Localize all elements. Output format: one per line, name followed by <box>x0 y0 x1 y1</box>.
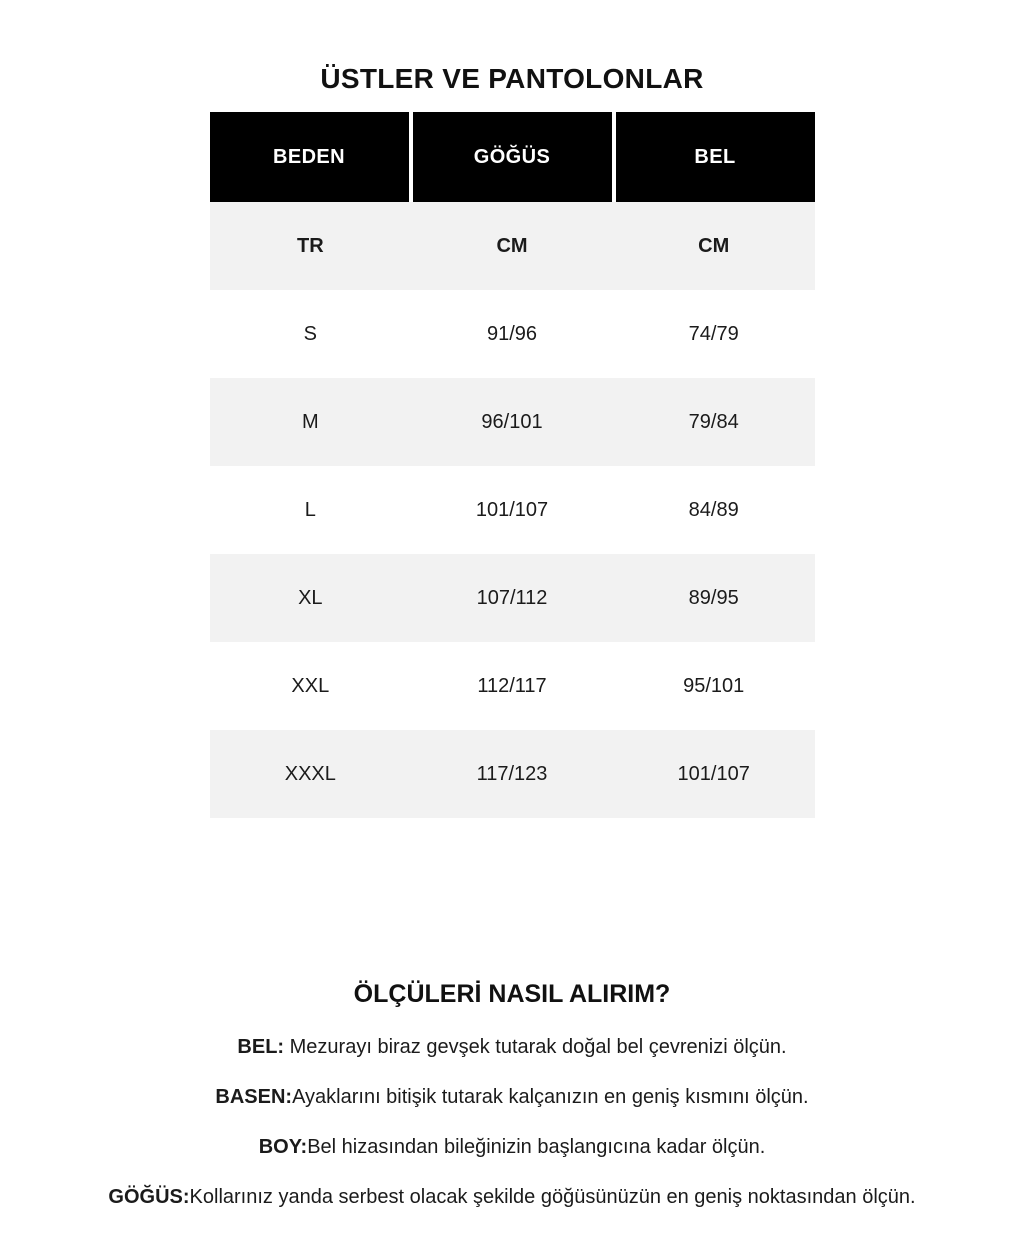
size-table-header-row <box>210 112 815 202</box>
measure-item-basen <box>0 1085 1024 1109</box>
measure-item-label: BOY: <box>258 1136 308 1158</box>
size-cell: XL <box>298 586 323 609</box>
table-row-xl <box>210 554 815 642</box>
table-row-xxl <box>210 642 815 730</box>
waist-cell: 74/79 <box>688 322 739 345</box>
unit-cell-cm-waist: CM <box>698 234 730 257</box>
measure-item-bel <box>0 1035 1024 1059</box>
size-cell: S <box>303 322 317 345</box>
chest-cell: 101/107 <box>475 498 549 521</box>
waist-cell: 95/101 <box>683 674 745 697</box>
unit-cell-tr: TR <box>297 234 324 257</box>
unit-cell-cm-chest: CM <box>496 234 528 257</box>
measure-item-label: BASEN: <box>215 1086 293 1108</box>
measure-item-gogus <box>0 1185 1024 1209</box>
table-row-units <box>210 202 815 290</box>
waist-cell: 84/89 <box>688 498 739 521</box>
size-cell: M <box>302 410 319 433</box>
size-cell: L <box>304 498 316 521</box>
size-cell: XXL <box>291 674 330 697</box>
chest-cell: 91/96 <box>486 322 538 345</box>
measure-guide-title: ÖLÇÜLERİ NASIL ALIRIM? <box>353 980 671 1008</box>
size-table-body <box>210 202 815 818</box>
table-row-l <box>210 466 815 554</box>
measure-item-text: Kollarınız yanda serbest olacak şekilde göğüsünüzün en geniş noktasından ölçün. <box>189 1186 916 1208</box>
chest-cell: 112/117 <box>477 674 547 697</box>
measure-item-text: Bel hizasından bileğinizin başlangıcına kadar ölçün. <box>307 1136 766 1158</box>
chest-cell: 107/112 <box>476 586 548 609</box>
table-row-s <box>210 290 815 378</box>
measure-item-label: GÖĞÜS: <box>108 1186 190 1208</box>
table-row-xxxl <box>210 730 815 818</box>
header-cell-gogus: GÖĞÜS <box>413 112 612 202</box>
size-cell: XXXL <box>284 762 336 785</box>
waist-cell: 89/95 <box>688 586 739 609</box>
header-cell-bel: BEL <box>616 112 815 202</box>
chest-cell: 96/101 <box>481 410 543 433</box>
measure-item-text: Ayaklarını bitişik tutarak kalçanızın en geniş kısmını ölçün. <box>292 1086 809 1108</box>
page-title: ÜSTLER VE PANTOLONLAR <box>320 63 704 94</box>
chest-cell: 117/123 <box>476 762 548 785</box>
table-row-m <box>210 378 815 466</box>
measure-item-text: Mezurayı biraz gevşek tutarak doğal bel çevrenizi ölçün. <box>284 1036 787 1058</box>
measure-item-label: BEL: <box>237 1036 285 1058</box>
waist-cell: 79/84 <box>688 410 739 433</box>
measure-guide <box>0 1035 1024 1209</box>
header-cell-beden: BEDEN <box>210 112 409 202</box>
measure-item-boy <box>0 1135 1024 1159</box>
waist-cell: 101/107 <box>677 762 750 785</box>
size-table <box>210 112 815 818</box>
